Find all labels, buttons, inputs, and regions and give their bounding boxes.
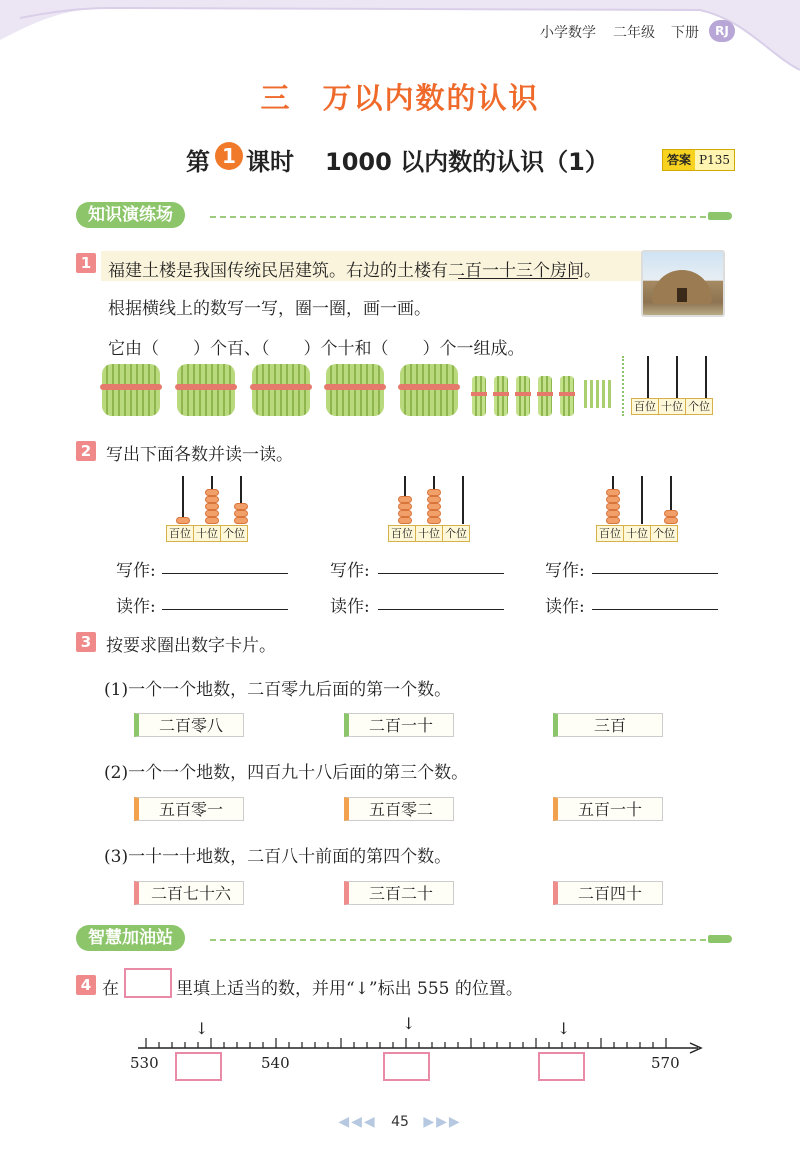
answer-box-2[interactable] (383, 1052, 430, 1081)
answer-reference[interactable] (662, 149, 735, 171)
ten-bundle-5 (560, 376, 574, 416)
abacus-b-rod-ones (462, 476, 464, 524)
place-label-ones: 个位 (445, 527, 467, 540)
unit-title: 三 万以内数的认识 (260, 81, 540, 115)
arrow-marker-3: ↓ (557, 1019, 571, 1038)
bead (427, 489, 441, 496)
hundred-bundle-2 (177, 364, 235, 416)
page-number-value: 45 (391, 1114, 409, 1130)
question-2-number: 2 (76, 441, 96, 461)
stick-4 (602, 380, 605, 408)
number-card[interactable]: 三百 (553, 713, 663, 737)
abacus-b-read-label: 读作: (330, 597, 370, 617)
place-label-tens: 十位 (624, 526, 651, 541)
q3-part-1-prompt: (1)一个一个地数，二百零九后面的第一个数。 (104, 680, 452, 700)
section-divider (210, 939, 706, 941)
q4-text-pre: 在 (102, 979, 119, 999)
bead (205, 496, 219, 503)
question-4-number: 4 (76, 975, 96, 995)
section-divider (210, 216, 706, 218)
abacus-a-place-labels (166, 525, 248, 542)
ten-bundle-2 (494, 376, 508, 416)
number-card[interactable]: 二百一十 (344, 713, 454, 737)
q3-part-2-prompt: (2)一个一个地数，四百九十八后面的第三个数。 (104, 763, 469, 783)
bead (234, 510, 248, 517)
bead (398, 503, 412, 510)
abacus-b-write-label: 写作: (330, 561, 370, 581)
page-prev-marks: ◀◀◀ (338, 1114, 377, 1130)
stick-1 (584, 380, 587, 408)
answer-label: 答案 (663, 150, 695, 170)
hundred-bundle-1 (102, 364, 160, 416)
q3-instruction: 按要求圈出数字卡片。 (106, 636, 276, 656)
abacus-c-rod-tens (641, 476, 643, 524)
bead (606, 517, 620, 524)
stick-5 (608, 380, 611, 408)
answer-box-1[interactable] (175, 1052, 222, 1081)
number-card[interactable]: 二百四十 (553, 881, 663, 905)
section-challenge-label: 智慧加油站 (76, 925, 185, 951)
tulou-photo (641, 250, 725, 317)
bead (398, 510, 412, 517)
bead (427, 517, 441, 524)
sample-answer-box (124, 968, 172, 998)
abacus-a-write-line[interactable] (162, 573, 288, 574)
abacus-a-write-label: 写作: (116, 561, 156, 581)
place-label-ones: 个位 (223, 527, 245, 540)
bead (205, 489, 219, 496)
q1-rod-ones (705, 356, 707, 398)
tick-label-570: 570 (651, 1054, 680, 1072)
q4-text-post: 里填上适当的数，并用“↓”标出 555 的位置。 (176, 979, 523, 999)
abacus-b-write-line[interactable] (378, 573, 504, 574)
bead (606, 510, 620, 517)
arrow-marker-1: ↓ (195, 1019, 209, 1038)
bead (427, 496, 441, 503)
place-label-hundreds: 百位 (632, 399, 659, 414)
bead (205, 503, 219, 510)
abacus-c-read-line[interactable] (592, 609, 718, 610)
q1-intro-underline (458, 278, 578, 279)
lesson-suffix: 课时 (246, 148, 294, 176)
lesson-prefix: 第 (186, 148, 210, 176)
section-practice-label: 知识演练场 (76, 202, 185, 228)
number-card[interactable]: 三百二十 (344, 881, 454, 905)
place-label-tens: 十位 (416, 526, 443, 541)
q1-fill-sentence[interactable]: 它由（ ）个百、（ ）个十和（ ）个一组成。 (108, 339, 525, 359)
abacus-c-write-label: 写作: (545, 561, 585, 581)
pencil-icon (708, 935, 732, 943)
q1-dotted-divider (622, 356, 624, 416)
abacus-b-place-labels (388, 525, 470, 542)
number-card[interactable]: 五百零二 (344, 797, 454, 821)
stick-3 (596, 380, 599, 408)
bead (606, 489, 620, 496)
tick-label-530: 530 (130, 1054, 159, 1072)
number-card[interactable]: 五百一十 (553, 797, 663, 821)
bead (234, 517, 248, 524)
number-line (130, 1015, 710, 1055)
bead (427, 503, 441, 510)
header-volume: 下册 (671, 25, 699, 41)
place-label-tens: 十位 (194, 526, 221, 541)
place-label-hundreds: 百位 (167, 526, 194, 541)
page-next-marks: ▶▶▶ (423, 1114, 462, 1130)
abacus-a-read-label: 读作: (116, 597, 156, 617)
q2-instruction: 写出下面各数并读一读。 (106, 445, 293, 465)
hundred-bundle-3 (252, 364, 310, 416)
bead (205, 517, 219, 524)
place-label-hundreds: 百位 (597, 526, 624, 541)
header-subject: 小学数学 (540, 25, 596, 41)
number-card[interactable]: 二百七十六 (134, 881, 244, 905)
q1-intro: 福建土楼是我国传统民居建筑。右边的土楼有二百一十三个房间。 (108, 261, 601, 281)
place-label-hundreds: 百位 (389, 526, 416, 541)
hundred-bundle-5 (400, 364, 458, 416)
answer-box-3[interactable] (538, 1052, 585, 1081)
ten-bundle-1 (472, 376, 486, 416)
edition-badge: RJ (709, 20, 735, 42)
stick-2 (590, 380, 593, 408)
bead (234, 503, 248, 510)
bead (398, 517, 412, 524)
place-label-ones: 个位 (688, 400, 710, 413)
question-3-number: 3 (76, 632, 96, 652)
pencil-icon (708, 212, 732, 220)
answer-page: P135 (699, 153, 730, 167)
abacus-c-place-labels (596, 525, 678, 542)
ten-bundle-3 (516, 376, 530, 416)
bead (176, 517, 190, 524)
q1-place-labels (631, 398, 713, 415)
abacus-b-read-line[interactable] (378, 609, 504, 610)
arrow-marker-2: ↓ (402, 1014, 416, 1033)
tick-label-540: 540 (261, 1054, 290, 1072)
ten-bundle-4 (538, 376, 552, 416)
abacus-c-read-label: 读作: (545, 597, 585, 617)
lesson-title: 1000 以内数的认识（1） (325, 148, 609, 176)
bead (606, 503, 620, 510)
bead (427, 510, 441, 517)
number-card[interactable]: 五百零一 (134, 797, 244, 821)
lesson-number-badge: 1 (215, 142, 243, 170)
place-label-ones: 个位 (653, 527, 675, 540)
place-label-tens: 十位 (659, 399, 686, 414)
q1-rod-tens (676, 356, 678, 398)
number-card[interactable]: 二百零八 (134, 713, 244, 737)
bead (398, 496, 412, 503)
abacus-a-read-line[interactable] (162, 609, 288, 610)
bead (664, 510, 678, 517)
abacus-c-write-line[interactable] (592, 573, 718, 574)
page-number (0, 1114, 800, 1130)
q3-part-3-prompt: (3)一十一十地数，二百八十前面的第四个数。 (104, 847, 452, 867)
hundred-bundle-4 (326, 364, 384, 416)
question-1-number: 1 (76, 253, 96, 273)
bead (205, 510, 219, 517)
header-grade: 二年级 (613, 25, 655, 41)
q1-rod-hundreds (647, 356, 649, 398)
bead (664, 517, 678, 524)
bead (606, 496, 620, 503)
q1-instruction: 根据横线上的数写一写，圈一圈，画一画。 (108, 299, 431, 319)
